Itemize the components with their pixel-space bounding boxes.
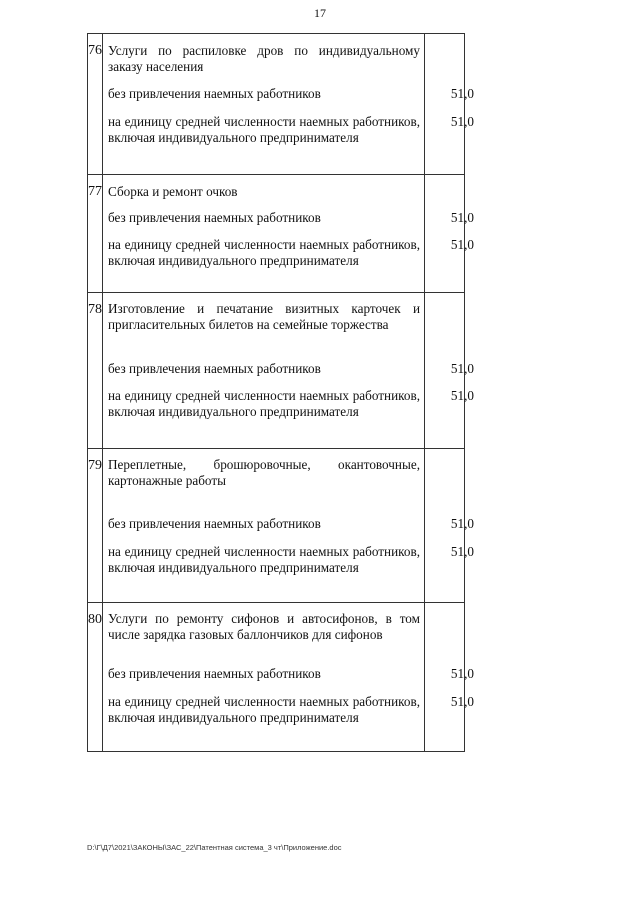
row-number: 77	[88, 175, 103, 292]
service-title: Услуги по распиловке дров по индивидуальному заказу населения	[108, 43, 420, 74]
sub-label-per-employee: на единицу средней численности наемных работников, включая индивидуального предпринимателя	[108, 694, 420, 725]
service-title: Изготовление и печатание визитных карточек и пригласительных билетов на семейные торжества	[108, 301, 420, 332]
value-without-employees: 51,0	[424, 83, 488, 111]
value-cell-empty	[424, 34, 488, 83]
value-per-employee: 51,0	[424, 385, 488, 448]
service-title: Сборка и ремонт очков	[108, 184, 238, 199]
value-per-employee: 51,0	[424, 691, 488, 751]
value-without-employees: 51,0	[424, 357, 488, 385]
value-without-employees: 51,0	[424, 663, 488, 691]
value-per-employee: 51,0	[424, 541, 488, 602]
sub-label-without-employees: без привлечения наемных работников	[108, 361, 321, 376]
row-number: 78	[88, 293, 103, 448]
footer-file-path: D:\Г\Д7\2021\ЗАКОНЫ\ЗАС_22\Патентная система_3 чт\Приложение.doc	[87, 843, 342, 852]
row-content	[103, 603, 488, 751]
value-cell-empty	[424, 293, 488, 357]
value-cell-empty	[424, 449, 488, 513]
table-row-79	[88, 448, 474, 602]
services-table	[87, 33, 474, 752]
row-content	[103, 34, 488, 174]
row-content	[103, 175, 488, 292]
page-number: 17	[314, 6, 326, 20]
sub-label-per-employee: на единицу средней численности наемных работников, включая индивидуального предпринимателя	[108, 114, 420, 145]
row-number: 80	[88, 603, 103, 751]
table-row-77	[88, 174, 474, 292]
table-row-78	[88, 292, 474, 448]
sub-label-without-employees: без привлечения наемных работников	[108, 516, 321, 531]
row-number: 79	[88, 449, 103, 602]
sub-label-per-employee: на единицу средней численности наемных работников, включая индивидуального предпринимателя	[108, 388, 420, 419]
sub-label-without-employees: без привлечения наемных работников	[108, 210, 321, 225]
value-per-employee: 51,0	[424, 234, 488, 292]
value-cell-empty	[424, 175, 488, 206]
sub-label-without-employees: без привлечения наемных работников	[108, 86, 321, 101]
table-row-80	[88, 602, 474, 751]
value-cell-empty	[424, 603, 488, 663]
value-without-employees: 51,0	[424, 206, 488, 234]
sub-label-per-employee: на единицу средней численности наемных работников, включая индивидуального предпринимателя	[108, 544, 420, 575]
sub-label-per-employee: на единицу средней численности наемных работников, включая индивидуального предпринимателя	[108, 237, 420, 268]
table-row-76	[88, 34, 474, 174]
sub-label-without-employees: без привлечения наемных работников	[108, 666, 321, 681]
service-title: Услуги по ремонту сифонов и автосифонов, в том числе зарядка газовых баллончиков для сифонов	[108, 611, 420, 642]
service-title: Переплетные, брошюровочные, окантовочные, картонажные работы	[108, 457, 420, 488]
value-without-employees: 51,0	[424, 513, 488, 541]
row-content	[103, 449, 488, 602]
value-per-employee: 51,0	[424, 111, 488, 174]
row-number: 76	[88, 34, 103, 174]
row-content	[103, 293, 488, 448]
